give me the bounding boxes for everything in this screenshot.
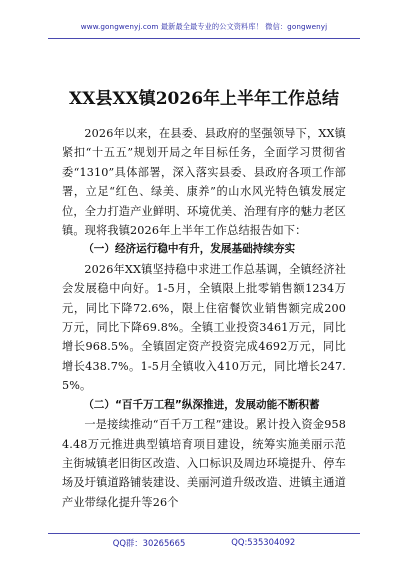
intro-paragraph: 2026年以来，在县委、县政府的坚强领导下，XX镇紧扣“十五五”规划开局之年目标任务，全面学习贯彻省委“1310”具体部署，深入落实县委、县政府各项工作部署，立足“红色、绿美、康养”的山水风光特色镇发展定位，全力打造产业鲜明、环境优美、治理有序的魅力老区镇。现将我镇2026年上半年工作总结报告如下： — [62, 127, 346, 238]
section-2-paragraph: 一是接续推动“百千万工程”建设。累计投入资金9584.48万元推进典型镇培育项目建设，统筹实施美丽示范主街城镇老旧街区改造、入口标识及周边环境提升、停车场及圩镇道路铺装建设、美丽河道升级改造、进镇主通道产业带绿化提升等26个 — [62, 418, 346, 509]
footer-qq: QQ:535304092 — [231, 537, 296, 547]
header-divider — [48, 38, 360, 39]
footer-divider — [48, 533, 360, 534]
document-title: XX县XX镇2026年上半年工作总结 — [68, 89, 340, 109]
footer — [48, 537, 360, 549]
section-1-paragraph: 2026年XX镇坚持稳中求进工作总基调，全镇经济社会发展稳中向好。1-5月，全镇限上批零销售额1234万元，同比下降72.6%，限上住宿餐饮业销售额完成200万元，同比下降69.8%。全镇工业投资3461万元，同比增长968.5%。全镇固定资产投资完成4692万元，同比增长438.7%。1-5月全镇收入410万元，同比增长247.5%。 — [62, 262, 346, 393]
footer-qq-group: QQ群：30265665 — [112, 538, 186, 548]
section-heading-2: （二）“百千万工程”纵深推进，发展动能不断积蓄 — [83, 398, 320, 411]
document-body — [62, 124, 346, 512]
header-banner: www.gongwenyj.com 最新最全最专业的公文资料库！ 微信：gongwenyj — [80, 22, 328, 31]
section-heading-1: （一）经济运行稳中有升，发展基础持续夯实 — [83, 243, 296, 256]
